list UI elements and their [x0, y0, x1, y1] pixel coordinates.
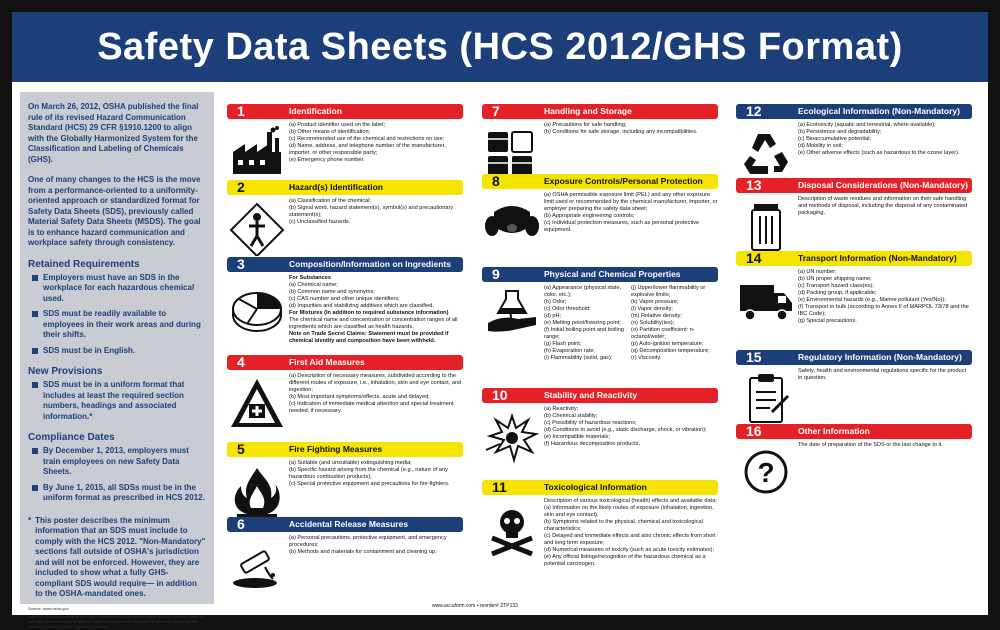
list-item: (b) Appropriate engineering controls;: [544, 213, 635, 219]
section-title: Identification: [289, 106, 342, 116]
section-3: [227, 257, 463, 345]
list-item: (d) pH;: [544, 313, 562, 319]
new-provisions-heading: New Provisions: [28, 366, 103, 377]
list-item: The date of preparation of the SDS or the last change to it.: [798, 442, 943, 448]
list-item: SDS must be in English.: [32, 346, 206, 357]
list-item: (d) Mobility in soil;: [798, 143, 843, 149]
list-item: (a) Reactivity;: [544, 406, 579, 412]
section-text: [798, 368, 972, 382]
section-number: 10: [492, 387, 508, 403]
section-header: [227, 104, 463, 119]
section-title: Exposure Controls/Personal Protection: [544, 176, 703, 186]
section-title: Accidental Release Measures: [289, 519, 409, 529]
section-text: [544, 285, 718, 362]
list-item: (a) Suitable (and unsuitable) extinguishing media;: [289, 460, 412, 466]
list-item: (l) Vapor density;: [631, 306, 673, 312]
section-number: 16: [746, 423, 762, 439]
list-item: Note on Trade Secret Claims: Statement must be provided if chemical identity and composition have been withheld.: [289, 331, 449, 344]
list-item: (c) Individual protection measures, such as personal protective equipment.: [544, 220, 700, 233]
list-item: (f) Transport in bulk (according to Annex II of MARPOL 73/78 and the IBC Code);: [798, 304, 969, 317]
list-item: (b) Persistence and degradability;: [798, 129, 882, 135]
section-body: [227, 535, 463, 556]
intro-paragraph-1: On March 26, 2012, OSHA published the final rule of its revised Hazard Communication Standard (HCS) 29 CFR §1910.1200 to align with the Globally Harmonized System for the Classification and Labeling of Chemicals (GHS).: [28, 102, 199, 164]
list-item: (b) Methods and materials for containment and cleaning up.: [289, 549, 437, 555]
factory-icon: [229, 126, 285, 176]
section-header: [736, 178, 972, 193]
bullet-square-icon: [32, 448, 38, 454]
list-item: (b) Chemical stability;: [544, 413, 598, 419]
list-item: (a) Product identifier used on the label;: [289, 122, 386, 128]
section-title: Regulatory Information (Non-Mandatory): [798, 352, 962, 362]
list-item: (n) Solubility(ies);: [631, 320, 675, 326]
section-title: Handling and Storage: [544, 106, 632, 116]
section-text: [289, 122, 463, 164]
list-item: (a) OSHA permissible exposure limit (PEL) and any other exposure limit used or recommended by the chemical manufacturer, importer, or employer preparing the safety data sheet;: [544, 192, 718, 212]
section-header: [227, 517, 463, 532]
section-text: [544, 406, 718, 448]
list-item: (a) Chemical name;: [289, 282, 338, 288]
section-10: [482, 388, 718, 448]
list-item: By June 1, 2015, all SDSs must be in the uniform format as prescribed in HCS 2012.: [32, 483, 206, 504]
list-item: The chemical name and concentration or concentration ranges of all ingredients which are classified as health hazards.: [289, 317, 458, 330]
section-text: [289, 198, 463, 226]
section-header: [482, 388, 718, 403]
section-body: [482, 122, 718, 136]
section-number: 1: [237, 103, 245, 119]
section-number: 4: [237, 354, 245, 370]
list-item: (h) Evaporation rate;: [544, 348, 595, 354]
list-item: (c) Transport hazard class(es);: [798, 283, 874, 289]
list-item: (a) Description of necessary measures, subdivided according to the different routes of exposure, i.e., inhalation, skin and eye contact, and ingestion;: [289, 373, 462, 393]
section-text: [544, 192, 718, 234]
flask-hand-icon: [484, 289, 540, 339]
list-item: (b) Most important symptoms/effects, acute and delayed;: [289, 394, 430, 400]
poster: [12, 12, 988, 629]
list-item: SDS must be readily available to employees in their work areas and during their shifts.: [32, 309, 206, 341]
text-column: [544, 285, 631, 362]
section-body: [482, 285, 718, 362]
intro-paragraph-2: One of many changes to the HCS is the move from a performance-oriented to a uniformity-oriented approach or standardized format for Safety Data Sheets (SDS), previously called Material Safety Data Sheets (MSDS). The goal is to enhance hazard communication and workplace safety through consistency.: [28, 175, 201, 247]
source-line: Source: www.osha.gov: [28, 605, 69, 611]
list-item: (g) Flash point;: [544, 341, 582, 347]
drums-icon: [484, 126, 540, 176]
section-text: [289, 460, 463, 488]
section-number: 6: [237, 516, 245, 532]
list-item: (b) Signal word, hazard statement(s), symbol(s) and precautionary statement(s);: [289, 205, 454, 218]
section-text: [798, 196, 972, 217]
section-body: [227, 373, 463, 415]
section-number: 2: [237, 179, 245, 195]
section-number: 8: [492, 173, 500, 189]
list-item: (k) Vapor pressure;: [631, 299, 679, 305]
list-item: (b) UN proper shipping name;: [798, 276, 872, 282]
list-item: (a) Appearance (physical state, color, etc.);: [544, 285, 622, 298]
section-body: [227, 460, 463, 488]
list-item: (b) Symptoms related to the physical, chemical and toxicological characteristics;: [544, 519, 703, 532]
page-title: Safety Data Sheets (HCS 2012/GHS Format): [97, 25, 903, 68]
list-item: (o) Partition coefficient: n-octanol/water;: [631, 327, 695, 340]
retained-heading: Retained Requirements: [28, 258, 140, 270]
section-text: [289, 373, 463, 415]
list-item: (d) Numerical measures of toxicity (such as acute toxicity estimates);: [544, 547, 715, 553]
section-6: [227, 517, 463, 556]
pie-chart-icon: [229, 279, 285, 329]
list-item: (b) Odor;: [544, 299, 567, 305]
section-8: [482, 174, 718, 234]
section-body: [482, 406, 718, 448]
list-item: (d) Name, address, and telephone number of the manufacturer, importer, or other responsible party;: [289, 143, 446, 156]
list-item: (d) Conditions to avoid (e.g., static discharge, shock, or vibration);: [544, 427, 707, 433]
skull-icon: [484, 502, 540, 552]
section-body: [736, 122, 972, 157]
section-body: [227, 122, 463, 164]
list-item: For Substances: [289, 275, 331, 281]
list-item: (c) Odor threshold;: [544, 306, 591, 312]
list-item: By December 1, 2013, employers must train employees on new Safety Data Sheets.: [32, 446, 206, 478]
section-title: Disposal Considerations (Non-Mandatory): [798, 180, 969, 190]
section-number: 5: [237, 441, 245, 457]
section-16: [736, 423, 972, 488]
section-header: [482, 480, 718, 495]
bullet-square-icon: [32, 348, 38, 354]
spill-icon: [229, 539, 285, 589]
list-item: (a) UN number;: [798, 269, 837, 275]
section-14: [736, 251, 972, 325]
section-header: [482, 174, 718, 189]
list-item: (a) Precautions for safe handling;: [544, 122, 627, 128]
section-text: [798, 269, 972, 325]
section-title: Other Information: [798, 426, 870, 436]
section-header: [736, 424, 972, 439]
section-header: [482, 104, 718, 119]
list-item: (j) Upper/lower flammability or explosive limits;: [631, 285, 706, 298]
list-item: (q) Decomposition temperature;: [631, 348, 710, 354]
list-item: (i) Flammability (solid, gas);: [544, 355, 613, 361]
section-13: [736, 178, 972, 217]
clipboard-icon: [738, 372, 794, 422]
list-item: (p) Auto-ignition temperature;: [631, 341, 704, 347]
section-body: [736, 368, 972, 382]
first-aid-icon: [229, 377, 285, 427]
section-header: [736, 104, 972, 119]
list-item: (a) Classification of the chemical;: [289, 198, 372, 204]
footnote: * This poster describes the minimum information that an SDS must include to comply with the HCS 2012. "Non-Mandatory" sections fall outside of OSHA's jurisdiction and will not be enforced. However, they are included to show what a fully GHS-compliant SDS would require— in addition to the OSHA-mandated ones.: [28, 515, 206, 598]
section-title: Stability and Reactivity: [544, 390, 638, 400]
section-body: [227, 198, 463, 226]
list-item: (c) Indication of immediate medical attention and special treatment needed, if necessary.: [289, 401, 454, 414]
section-text: [544, 122, 718, 136]
section-1: [227, 104, 463, 164]
list-item: (g) Special precautions.: [798, 318, 857, 324]
section-15: [736, 350, 972, 382]
sidebar: [20, 92, 214, 629]
flame-icon: [229, 464, 285, 514]
list-item: (a) Ecotoxicity (aquatic and terrestrial, where available);: [798, 122, 936, 128]
list-item: (f) Initial boiling point and boiling range;: [544, 327, 624, 340]
compliance-dates-heading: Compliance Dates: [28, 432, 115, 443]
section-body: [227, 275, 463, 345]
section-title: First Aid Measures: [289, 357, 365, 367]
section-header: [227, 442, 463, 457]
respirator-icon: [484, 196, 540, 246]
list-item: Description of waste residues and information on their safe handling and methods of disposal, including the disposal of any contaminated packaging.: [798, 196, 968, 216]
title-bar: [12, 12, 988, 82]
list-item: (c) CAS number and other unique identifiers;: [289, 296, 400, 302]
section-body: [482, 192, 718, 234]
list-item: (m) Relative density;: [631, 313, 682, 319]
section-body: [482, 498, 718, 568]
section-title: Transport Information (Non-Mandatory): [798, 253, 957, 263]
section-header: [227, 180, 463, 195]
list-item: (b) Conditions for safe storage, including any incompatibilities.: [544, 129, 698, 135]
list-item: (b) Other means of identification;: [289, 129, 371, 135]
list-item: (d) Packing group, if applicable;: [798, 290, 877, 296]
hazard-person-icon: [229, 202, 285, 252]
trash-can-icon: [738, 200, 794, 250]
section-title: Ecological Information (Non-Mandatory): [798, 106, 960, 116]
section-body: [736, 269, 972, 325]
section-number: 12: [746, 103, 762, 119]
list-item: Safety, health and environmental regulations specific for the product in question.: [798, 368, 967, 381]
section-number: 7: [492, 103, 500, 119]
list-item: (f) Hazardous decomposition products.: [544, 441, 641, 447]
section-title: Hazard(s) Identification: [289, 182, 383, 192]
svg-text:?: ?: [757, 457, 775, 488]
bullet-square-icon: [32, 382, 38, 388]
list-item: Description of various toxicological (health) effects and available data;: [544, 498, 717, 504]
list-item: (c) Special protective equipment and precautions for fire-fighters.: [289, 481, 450, 487]
section-body: [736, 196, 972, 217]
disclaimer: Note: The information included in this poster is believed to be accurate and current. However, Accuform makes no warranty to that effect and is not liable for how this product is used. Users are responsible for determining the product's applicability to their respective applications.: [28, 614, 204, 629]
section-body: [736, 442, 972, 488]
section-5: [227, 442, 463, 488]
section-12: [736, 104, 972, 157]
list-item: (d) Impurities and stabilizing additives which are classified.: [289, 303, 434, 309]
bullet-square-icon: [32, 275, 38, 281]
list-item: (b) Common name and synonyms;: [289, 289, 375, 295]
section-4: [227, 355, 463, 415]
section-number: 9: [492, 266, 500, 282]
section-number: 13: [746, 177, 762, 193]
section-header: [227, 355, 463, 370]
section-title: Physical and Chemical Properties: [544, 269, 681, 279]
section-number: 3: [237, 256, 245, 272]
section-header: [736, 350, 972, 365]
list-item: (c) Possibility of hazardous reactions;: [544, 420, 637, 426]
list-item: (a) Personal precautions, protective equipment, and emergency procedures;: [289, 535, 447, 548]
list-item: (c) Delayed and immediate effects and also chronic effects from short and long term exposure;: [544, 533, 716, 546]
section-text: [289, 535, 463, 556]
section-title: Toxicological Information: [544, 482, 647, 492]
section-9: [482, 267, 718, 362]
list-item: (e) Melting point/freezing point;: [544, 320, 621, 326]
list-item: (c) Unclassified hazards.: [289, 219, 351, 225]
section-header: [482, 267, 718, 282]
list-item: (e) Environmental hazards (e.g., Marine pollutant (Yes/No));: [798, 297, 946, 303]
list-item: For Mixtures (In addition to required substance information): [289, 310, 449, 316]
section-number: 15: [746, 349, 762, 365]
list-item: (a) Information on the likely routes of exposure (inhalation, ingestion, skin and eye contact);: [544, 505, 714, 518]
recycle-icon: [738, 126, 794, 176]
truck-icon: [738, 273, 794, 323]
bullet-square-icon: [32, 485, 38, 491]
section-title: Fire Fighting Measures: [289, 444, 383, 454]
list-item: (r) Viscosity.: [631, 355, 662, 361]
list-item: (e) Any official listings/recognition of the hazardous chemical as a potential carcinogen.: [544, 554, 706, 567]
section-header: [736, 251, 972, 266]
list-item: SDS must be in a uniform format that includes at least the required section numbers, headings and associated information.*: [32, 380, 206, 422]
section-7: [482, 104, 718, 136]
list-item: (e) Other adverse effects (such as hazardous to the ozone layer).: [798, 150, 960, 156]
explosion-icon: [484, 410, 540, 460]
question-icon: [738, 446, 794, 496]
section-header: [227, 257, 463, 272]
section-2: [227, 180, 463, 226]
section-text: [289, 275, 463, 345]
section-number: 14: [746, 250, 762, 266]
section-text: [798, 442, 972, 449]
footer: www.accuform.com • reorder# ZTP133: [432, 603, 518, 609]
list-item: Employers must have an SDS in the workplace for each hazardous chemical used.: [32, 273, 206, 305]
section-text: [544, 498, 718, 568]
section-title: Composition/Information on Ingredients: [289, 259, 451, 269]
text-column: [631, 285, 718, 362]
bullet-square-icon: [32, 311, 38, 317]
section-11: [482, 480, 718, 568]
list-item: (c) Recommended use of the chemical and restrictions on use;: [289, 136, 445, 142]
section-text: [798, 122, 972, 157]
list-item: (b) Specific hazard arising from the chemical (e.g., nature of any hazardous combustion products);: [289, 467, 448, 480]
list-item: (e) Incompatible materials;: [544, 434, 610, 440]
list-item: (e) Emergency phone number.: [289, 157, 365, 163]
section-number: 11: [492, 479, 507, 495]
list-item: (c) Bioaccumulative potential;: [798, 136, 872, 142]
